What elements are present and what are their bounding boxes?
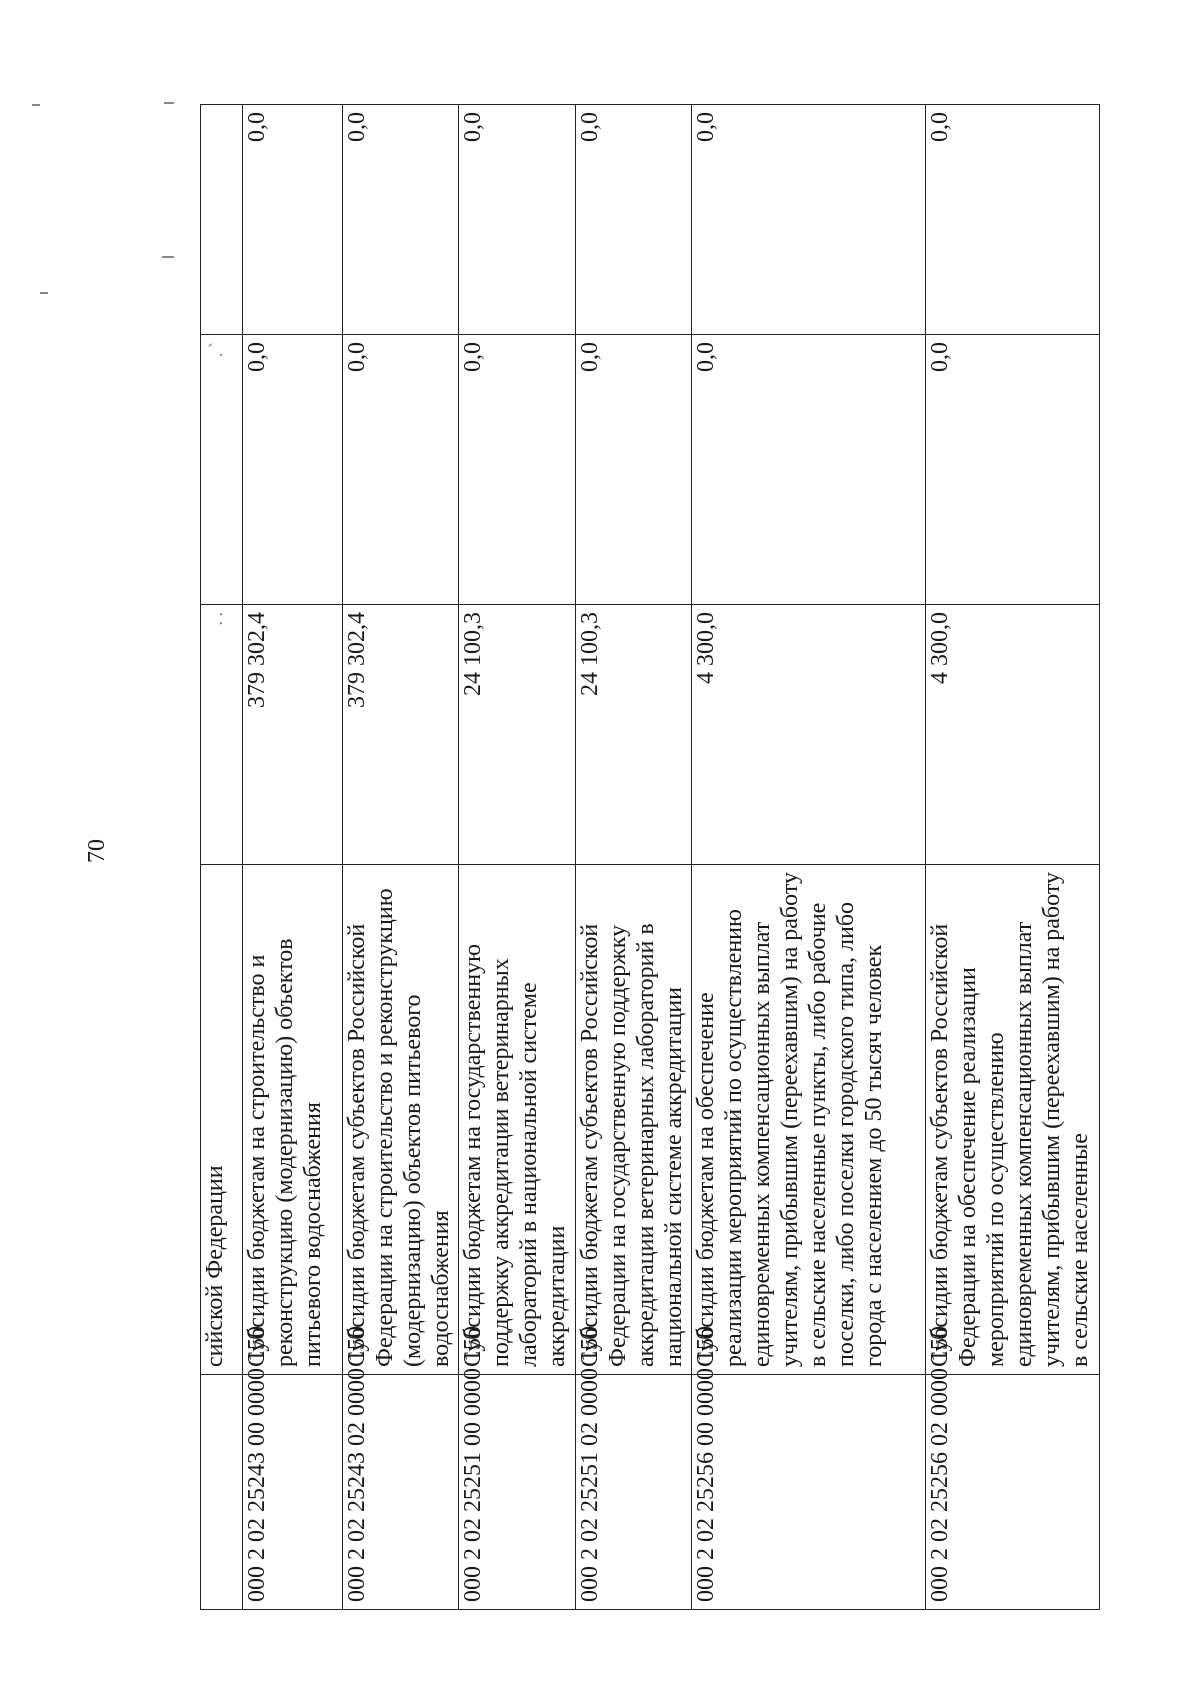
header-continuation-row (201, 105, 243, 1610)
value-cell: 24 100,3 (575, 605, 691, 865)
code-cell: 000 2 02 25251 00 0000 150 (459, 1375, 575, 1610)
value-cell (201, 335, 243, 605)
value-cell: 0,0 (575, 105, 691, 335)
value-cell: 0,0 (692, 105, 926, 335)
value-cell: 0,0 (925, 105, 1099, 335)
name-cell: Субсидии бюджетам на государственную поддержку аккредитации ветеринарных лабораторий в национальной системе аккредитации (459, 865, 575, 1375)
value-cell: 0,0 (243, 335, 343, 605)
code-cell: 000 2 02 25251 02 0000 150 (575, 1375, 691, 1610)
code-cell: 000 2 02 25256 02 0000 150 (925, 1375, 1099, 1610)
value-cell: 24 100,3 (459, 605, 575, 865)
value-cell (201, 605, 243, 865)
value-cell: 4 300,0 (692, 605, 926, 865)
scan-specks: . ` (206, 342, 226, 357)
name-cell: Субсидии бюджетам субъектов Российской Федерации на обеспечение реализации мероприятий по осуществлению единовременных компенсационных выплат учителям, прибывшим (переехавшим) на работу в сельские населенные (925, 865, 1099, 1375)
name-cell: Субсидии бюджетам на строительство и реконструкцию (модернизацию) объектов питьевого водоснабжения (243, 865, 343, 1375)
value-cell (201, 105, 243, 335)
value-cell: 0,0 (692, 335, 926, 605)
table-row (459, 105, 575, 1610)
value-cell: 0,0 (243, 105, 343, 335)
table-row (243, 105, 343, 1610)
rotated-page (200, 105, 1100, 1610)
value-cell: 0,0 (343, 335, 459, 605)
code-cell: 000 2 02 25243 02 0000 150 (343, 1375, 459, 1610)
scan-mark (162, 256, 174, 258)
table-row (575, 105, 691, 1610)
budget-table (200, 104, 1100, 1610)
value-cell: 0,0 (459, 335, 575, 605)
code-cell: 000 2 02 25243 00 0000 150 (243, 1375, 343, 1610)
scan-mark (40, 292, 48, 294)
page-number: 70 (84, 839, 110, 863)
name-cell: Субсидии бюджетам субъектов Российской Федерации на строительство и реконструкцию (модернизацию) объектов питьевого водоснабжения (343, 865, 459, 1375)
name-cell: Субсидии бюджетам субъектов Российской Федерации на государственную поддержку аккредитации ветеринарных лабораторий в национальной системе аккредитации (575, 865, 691, 1375)
value-cell: 4 300,0 (925, 605, 1099, 865)
table-row (343, 105, 459, 1610)
name-cell: Субсидии бюджетам на обеспечение реализации мероприятий по осуществлению единовременных компенсационных выплат учителям, прибывшим (переехавшим) на работу в сельские населенные пункты, либо рабочие поселки, либо поселки городского типа, либо города с населением до 50 тысяч человек (692, 865, 926, 1375)
scan-specks: . . (206, 612, 226, 626)
scan-mark (164, 102, 174, 104)
value-cell: 0,0 (925, 335, 1099, 605)
value-cell: 0,0 (459, 105, 575, 335)
value-cell: 0,0 (343, 105, 459, 335)
code-cell (201, 1375, 243, 1610)
name-cell: сийской Федерации (201, 865, 243, 1375)
table-row (925, 105, 1099, 1610)
code-cell: 000 2 02 25256 00 0000 150 (692, 1375, 926, 1610)
table-row (692, 105, 926, 1610)
scan-mark (32, 104, 40, 106)
value-cell: 0,0 (575, 335, 691, 605)
value-cell: 379 302,4 (343, 605, 459, 865)
value-cell: 379 302,4 (243, 605, 343, 865)
